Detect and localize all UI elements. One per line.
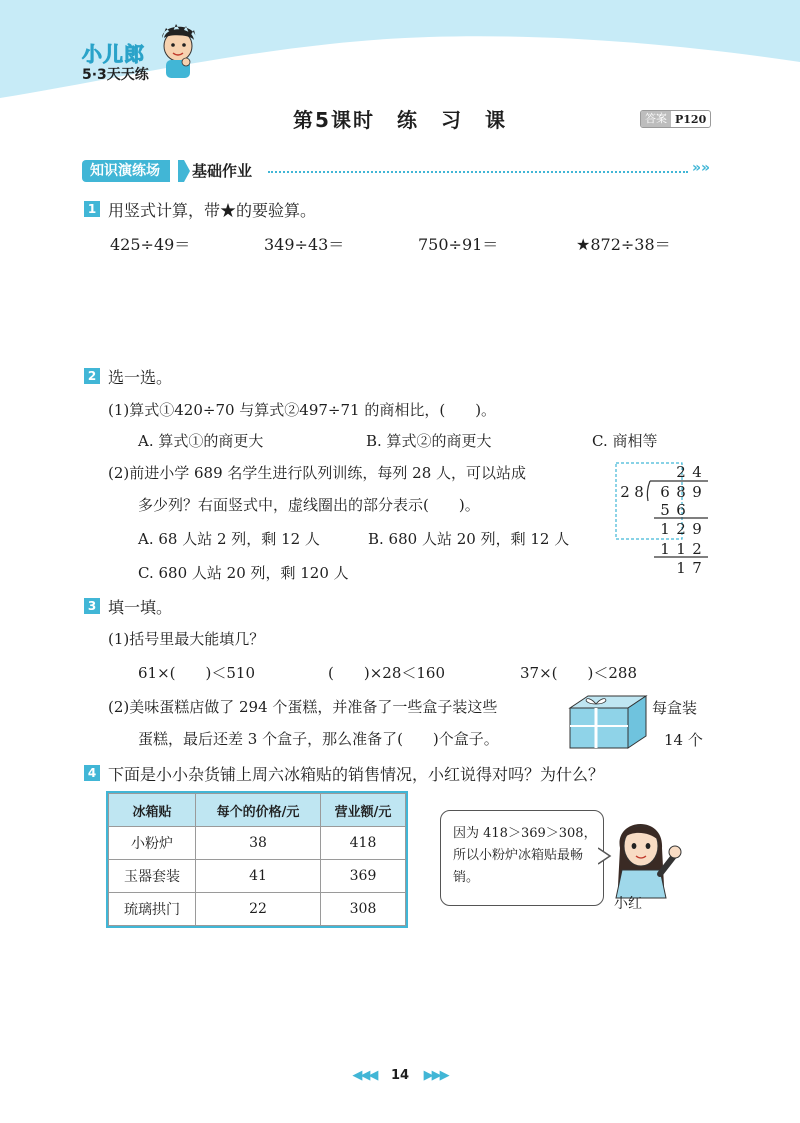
table-cell: 22: [196, 893, 321, 926]
q2-p1-option-a[interactable]: A. 算式①的商更大: [138, 432, 264, 450]
table-row: [109, 893, 406, 926]
boy-mascot-icon: [156, 20, 200, 80]
quotient-digit: 4: [692, 463, 702, 481]
q3-part-2-line-1: (2)美味蛋糕店做了 294 个蛋糕，并准备了一些盒子装这些: [108, 698, 498, 716]
question-3-prompt: 填一填。: [108, 598, 173, 617]
q3-p1-item-2: ( )×28＜160: [328, 664, 445, 682]
brand-name: 小儿郎: [82, 42, 145, 66]
partial-product-digit: 6: [676, 501, 686, 519]
table-row: [109, 860, 406, 893]
lesson-title: 第5课时 练 习 课: [293, 108, 507, 132]
long-division: [612, 461, 710, 581]
speaker-name: 小红: [614, 896, 642, 912]
speech-bubble: [440, 810, 604, 906]
table-header-cell: 每个的价格/元: [196, 794, 321, 827]
q2-p1-option-b[interactable]: B. 算式②的商更大: [366, 432, 492, 450]
table-cell: 41: [196, 860, 321, 893]
table-cell: 418: [321, 827, 406, 860]
table-header-row: [109, 794, 406, 827]
q3-part-2-line-2: 蛋糕，最后还差 3 个盒子，那么准备了( )个盒子。: [138, 730, 499, 748]
q2-p2-option-a[interactable]: A. 68 人站 2 列，剩 12 人: [138, 530, 320, 548]
remainder-digit: 1: [676, 559, 686, 577]
q2-part-1: (1)算式①420÷70 与算式②497÷71 的商相比，( )。: [108, 401, 497, 419]
dividend-digit: 9: [692, 483, 702, 501]
section-tag: 知识演练场: [82, 160, 170, 182]
q3-p1-item-3: 37×( )＜288: [520, 664, 637, 682]
answer-reference-tag[interactable]: [640, 110, 711, 128]
question-4-prompt: 下面是小小杂货铺上周六冰箱贴的销售情况，小红说得对吗？为什么？: [108, 765, 605, 784]
table-header-cell: 营业额/元: [321, 794, 406, 827]
gift-box-icon: [566, 690, 650, 750]
partial-product-digit: 2: [692, 540, 702, 558]
table-header-cell: 冰箱贴: [109, 794, 196, 827]
question-1-prompt: 用竖式计算，带★的要验算。: [108, 201, 317, 220]
answer-label: 答案: [641, 111, 671, 127]
table-cell: 小粉炉: [109, 827, 196, 860]
q2-p2-option-b[interactable]: B. 680 人站 20 列，剩 12 人: [368, 530, 570, 548]
question-2-prompt: 选一选。: [108, 368, 173, 387]
partial-dividend-digit: 1: [660, 520, 670, 538]
sales-table: [108, 793, 406, 926]
q3-part-1: (1)括号里最大能填几？: [108, 630, 265, 648]
table-cell: 琉璃拱门: [109, 893, 196, 926]
q1-item-2: 349÷43＝: [264, 235, 345, 254]
table-cell: 玉器套装: [109, 860, 196, 893]
partial-dividend-digit: 2: [676, 520, 686, 538]
banner-arrows-icon: »»: [692, 160, 711, 176]
section-subtitle: 基础作业: [192, 162, 253, 180]
partial-product-digit: 5: [660, 501, 670, 519]
prev-arrows-icon: ◀◀◀: [352, 1068, 377, 1083]
question-1-number: 1: [84, 201, 100, 217]
question-3-number: 3: [84, 598, 100, 614]
page-number: 14: [390, 1068, 410, 1083]
q3-p1-item-1: 61×( )＜510: [138, 664, 255, 682]
answer-page: P120: [675, 112, 707, 126]
q2-p2-option-c[interactable]: C. 680 人站 20 列，剩 120 人: [138, 564, 349, 582]
table-cell: 308: [321, 893, 406, 926]
q2-part-2-line-1: (2)前进小学 689 名学生进行队列训练，每列 28 人，可以站成: [108, 464, 527, 482]
speech-bubble-text: 因为 418＞369＞308，所以小粉炉冰箱贴最畅销。: [453, 826, 597, 885]
section-banner: [82, 158, 712, 186]
q1-item-1: 425÷49＝: [110, 235, 191, 254]
brand-logo: [38, 34, 198, 104]
banner-tab-icon: [178, 160, 190, 182]
remainder-digit: 7: [692, 559, 702, 577]
q1-item-3: 750÷91＝: [418, 235, 499, 254]
dividend-digit: 8: [676, 483, 686, 501]
partial-product-digit: 1: [676, 540, 686, 558]
box-label-line-1: 每盒装: [652, 699, 698, 717]
table-cell: 369: [321, 860, 406, 893]
partial-product-digit: 1: [660, 540, 670, 558]
banner-dotted-line: [268, 171, 688, 173]
question-4-number: 4: [84, 765, 100, 781]
table-row: [109, 827, 406, 860]
brand-series: 5·3天天练: [82, 67, 149, 83]
partial-dividend-digit: 9: [692, 520, 702, 538]
q1-item-4: ★872÷38＝: [576, 235, 671, 254]
question-2-number: 2: [84, 368, 100, 384]
divisor-digit: 2: [620, 483, 630, 501]
table-cell: 38: [196, 827, 321, 860]
quotient-digit: 2: [676, 463, 686, 481]
divisor-digit: 8: [634, 483, 644, 501]
dividend-digit: 6: [660, 483, 670, 501]
page-footer: [0, 1068, 800, 1083]
box-label-line-2: 14 个: [664, 731, 703, 749]
next-arrows-icon: ▶▶▶: [423, 1068, 448, 1083]
q2-p1-option-c[interactable]: C. 商相等: [592, 432, 658, 450]
q2-part-2-line-2: 多少列？右面竖式中，虚线圈出的部分表示( )。: [138, 496, 480, 514]
